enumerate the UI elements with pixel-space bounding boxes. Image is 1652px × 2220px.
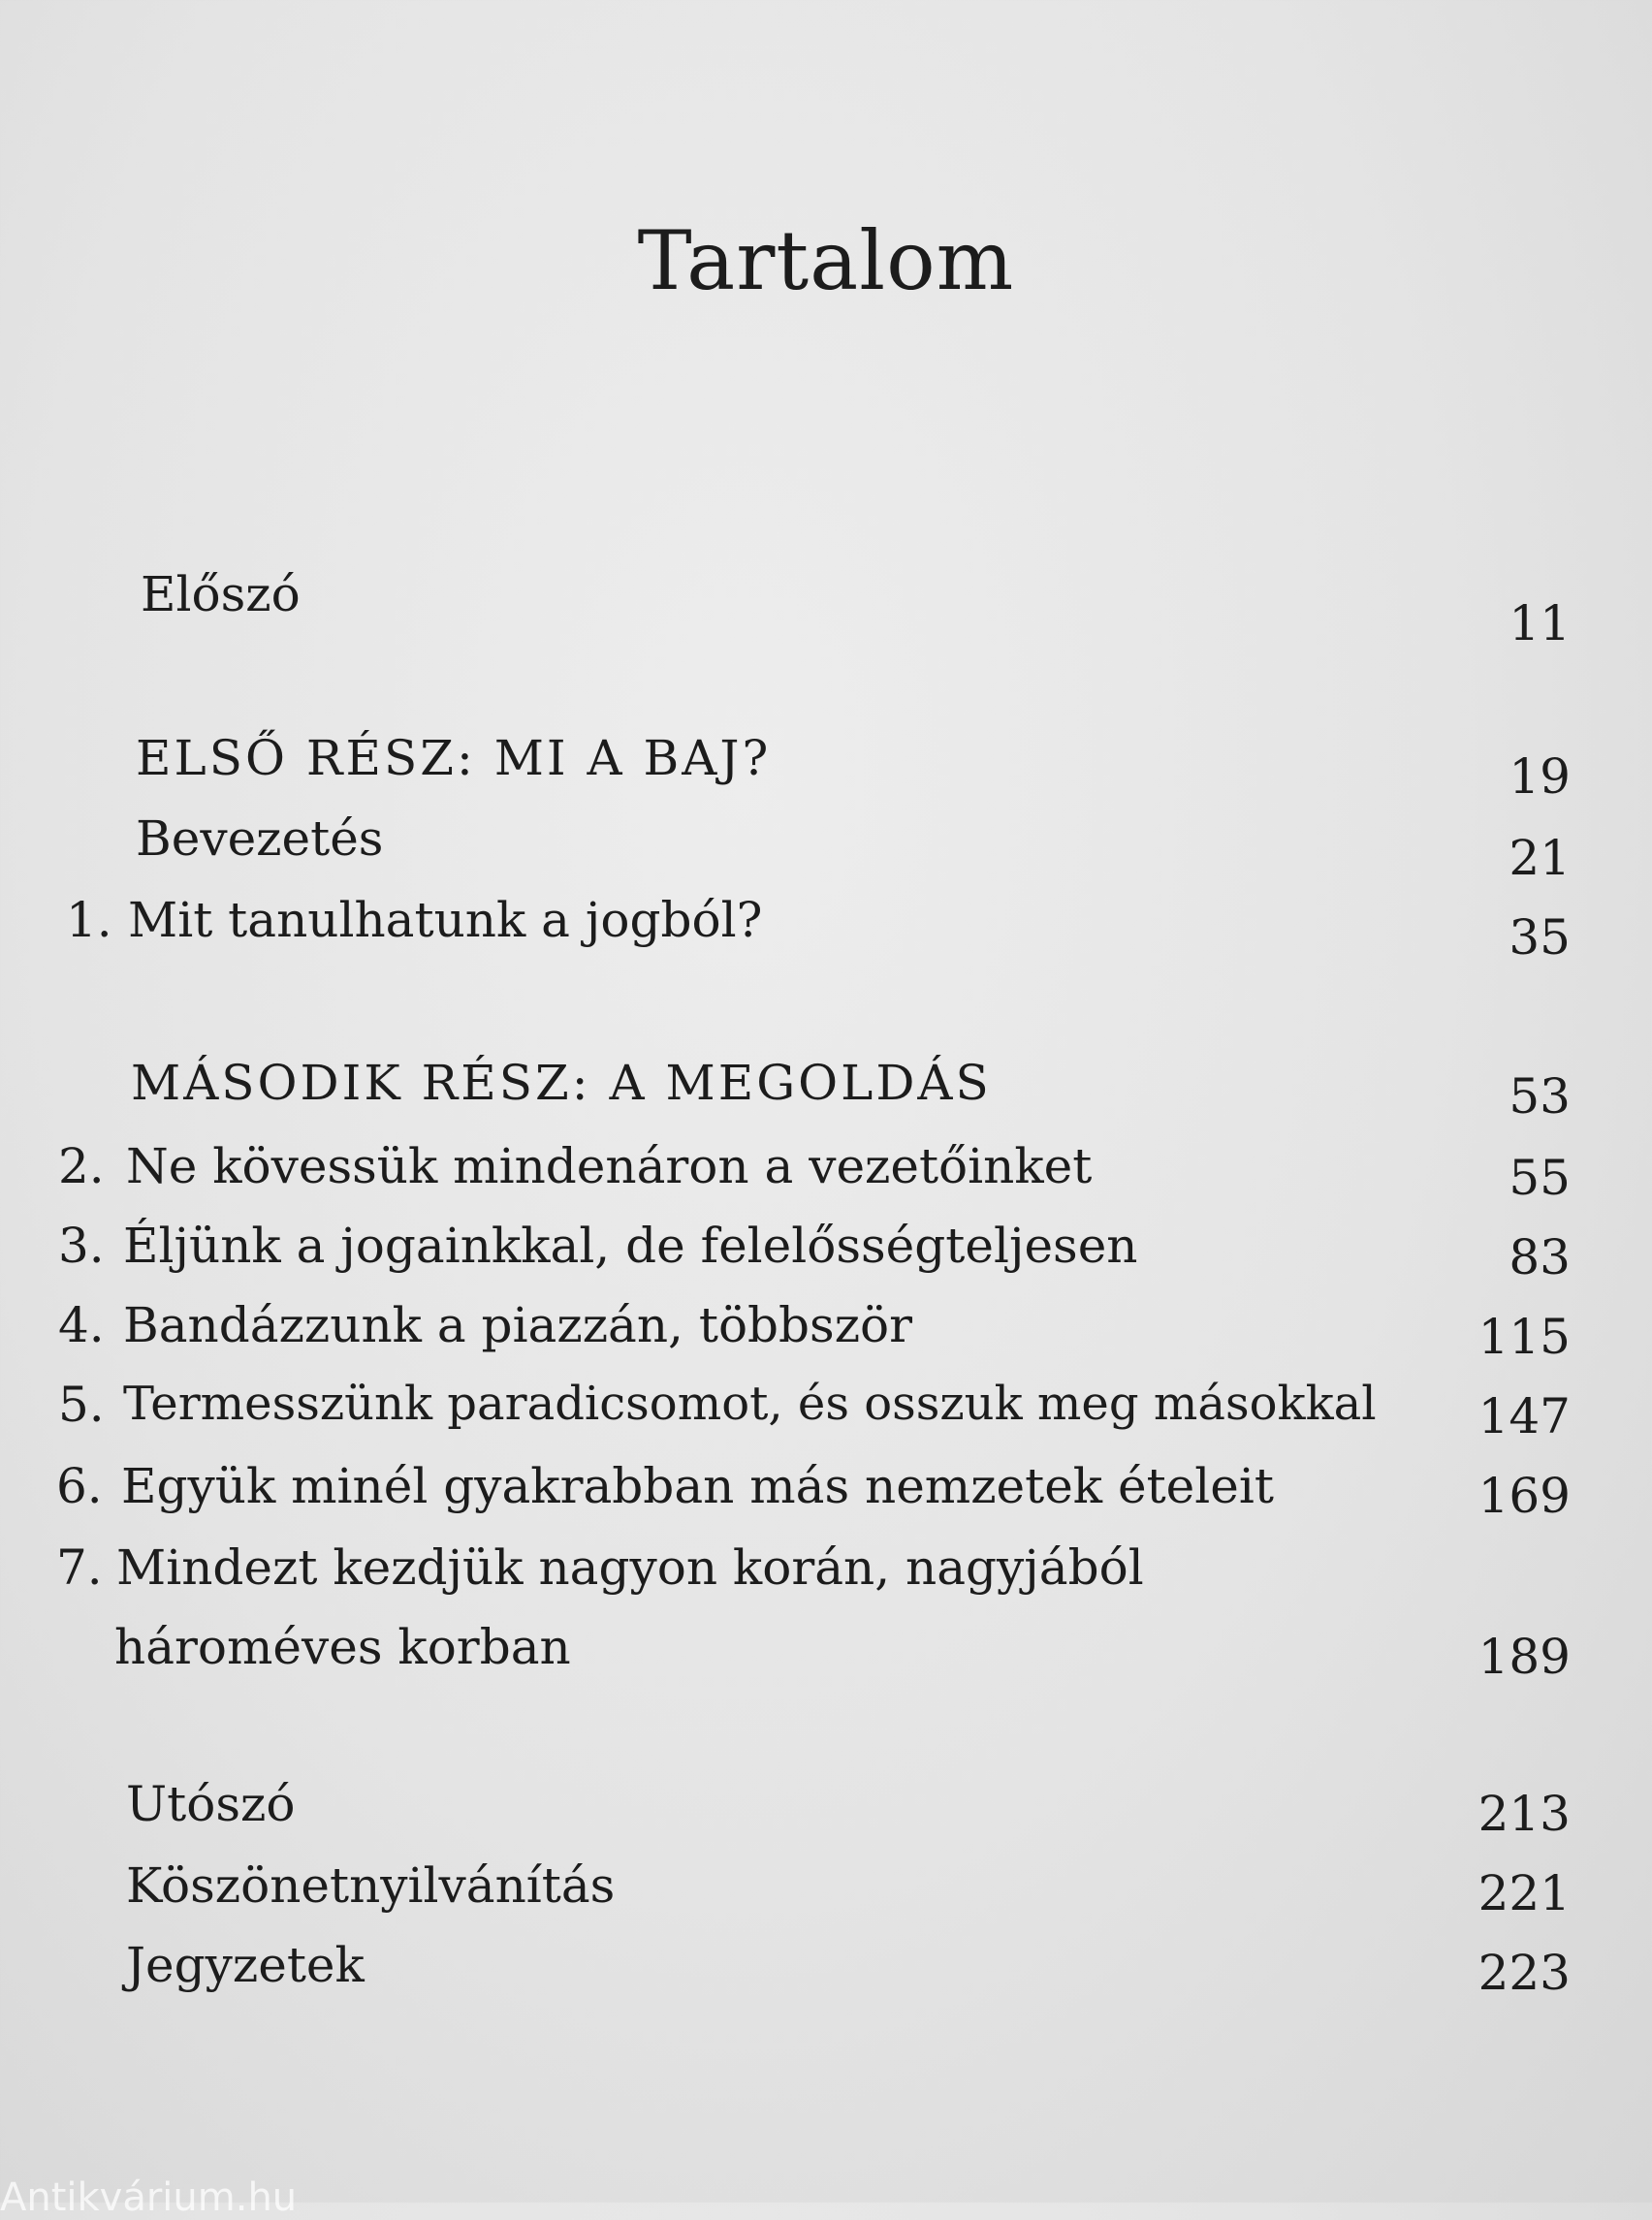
- toc-entry-page: 189: [1477, 1629, 1571, 1685]
- toc-entry-page: 83: [1509, 1229, 1571, 1285]
- chapter-number: 3.: [58, 1218, 105, 1274]
- toc-entry-page: 35: [1509, 909, 1571, 966]
- toc-entry-label-continued: hároméves korban: [114, 1619, 571, 1675]
- toc-entry-label: Mindezt kezdjük nagyon korán, nagyjából: [116, 1539, 1144, 1596]
- chapter-number: 1.: [66, 892, 112, 948]
- watermark: Antikvárium.hu: [0, 2175, 298, 2220]
- chapter-number: 2.: [58, 1138, 105, 1194]
- toc-entry-page: 11: [1509, 595, 1571, 651]
- toc-entry-page: 169: [1477, 1468, 1571, 1524]
- toc-entry-label: Mit tanulhatunk a jogból?: [128, 892, 763, 948]
- toc-entry-page: 53: [1509, 1068, 1571, 1125]
- chapter-number: 5.: [58, 1377, 105, 1433]
- toc-entry-page: 21: [1509, 830, 1571, 886]
- toc-entry-label: Bevezetés: [136, 810, 384, 867]
- toc-entry-label: Utószó: [126, 1776, 296, 1832]
- toc-entry-label: Együk minél gyakrabban más nemzetek ételeit: [121, 1458, 1274, 1514]
- toc-entry-page: 223: [1477, 1945, 1571, 2001]
- toc-entry-label: Éljünk a jogainkkal, de felelősségteljesen: [123, 1218, 1138, 1274]
- page-title: Tartalom: [637, 213, 1015, 308]
- part-heading: MÁSODIK RÉSZ: A MEGOLDÁS: [131, 1055, 992, 1111]
- toc-entry-page: 213: [1477, 1786, 1571, 1842]
- chapter-number: 7.: [56, 1539, 103, 1596]
- toc-entry-page: 147: [1477, 1388, 1571, 1444]
- toc-entry-page: 115: [1477, 1309, 1571, 1365]
- toc-entry-page: 19: [1509, 748, 1571, 805]
- toc-entry-label: Bandázzunk a piazzán, többször: [123, 1297, 913, 1353]
- chapter-number: 4.: [58, 1297, 105, 1353]
- toc-entry-label: Termesszünk paradicsomot, és osszuk meg másokkal: [123, 1377, 1377, 1431]
- toc-entry-label: Ne kövessük mindenáron a vezetőinket: [126, 1138, 1093, 1194]
- part-heading: ELSŐ RÉSZ: MI A BAJ?: [136, 730, 772, 786]
- toc-entry-page: 221: [1477, 1865, 1571, 1921]
- toc-entry-label: Előszó: [141, 566, 301, 622]
- toc-entry-page: 55: [1509, 1150, 1571, 1206]
- toc-entry-label: Jegyzetek: [126, 1937, 365, 1993]
- chapter-number: 6.: [56, 1458, 103, 1514]
- toc-entry-label: Köszönetnyilvánítás: [126, 1857, 616, 1914]
